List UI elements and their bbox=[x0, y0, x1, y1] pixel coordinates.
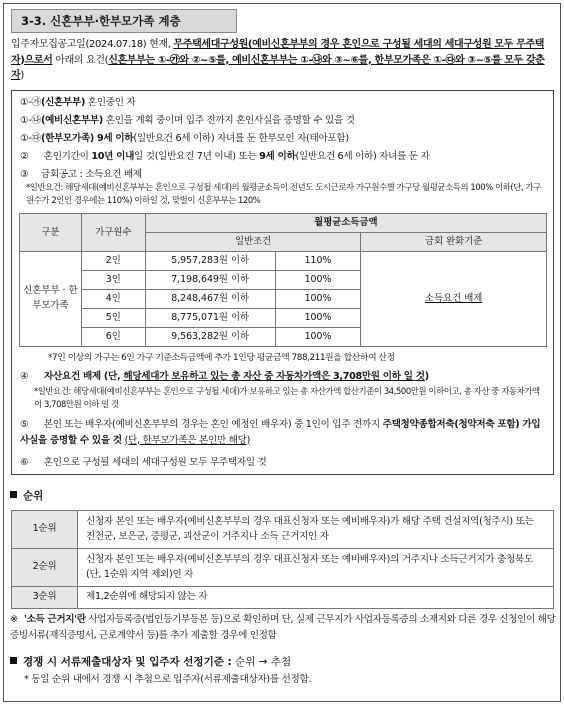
criterion-label: (신혼부부) bbox=[41, 97, 86, 108]
criterion-text: 일 것(일반요건 7년 이내) 또는 bbox=[134, 151, 260, 162]
header-members: 가구원수 bbox=[81, 214, 145, 252]
pct-cell: 100% bbox=[275, 290, 361, 309]
header-relax: 금회 완화기준 bbox=[361, 233, 547, 252]
asset-note: *일반요건: 해당세대(예비신혼부부는 혼인으로 구성될 세대)가 보유하고 있는 총 자산가액 합산기준이 34,500만원 이하이고, 총 자산 중 자동차가액이 3,708만원 이하 일 것 bbox=[34, 386, 540, 410]
criterion-label: 금회공고 : bbox=[41, 169, 86, 180]
pct-cell: 100% bbox=[275, 271, 361, 290]
footnote-term: '소득 근거지'란 bbox=[24, 614, 86, 625]
criterion-mark: ①-㉰ bbox=[20, 133, 41, 144]
header-group: 구분 bbox=[20, 214, 82, 252]
criterion-label: (예비신혼부부) bbox=[41, 115, 103, 126]
criterion-5 bbox=[20, 417, 548, 448]
criterion-text: (일반요건 6세 이하) 자녀를 둔 자 bbox=[295, 151, 430, 162]
intro-household: 무주택세대구성원(예비신혼부부의 경우 혼인으로 구성될 세대의 세대구성원 모두 무주택자)으로서 bbox=[11, 39, 545, 66]
relax-cell bbox=[361, 252, 547, 347]
selection-note: * 동일 순위 내에서 경쟁 시 추첨으로 입주자(서류제출대상자)를 선정함. bbox=[24, 674, 312, 685]
header-income: 월평균소득금액 bbox=[145, 214, 546, 233]
selection-label: 경쟁 시 서류제출대상자 및 입주자 선정기준 : bbox=[23, 656, 232, 668]
rank-desc: 신청자 본인 또는 배우자(예비신혼부부의 경우 대표신청자 또는 예비배우자)의 거주지나 소득근거지가 충청북도(단, 1순위 지역 제외)인 자 bbox=[78, 549, 554, 587]
rank-desc: 신청자 본인 또는 배우자(예비신혼부부의 경우 대표신청자 또는 예비배우자)가 해당 주택 건설지역(청주시) 또는 진천군, 보은군, 증평군, 괴산군이 거주지나 소득 근거지인 자 bbox=[78, 511, 554, 549]
rank-desc: 제1,2순위에 해당되지 않는 자 bbox=[78, 587, 554, 609]
criterion-3 bbox=[20, 168, 142, 182]
header-general: 일반조건 bbox=[145, 233, 361, 252]
criterion-mark: ③ bbox=[20, 169, 29, 180]
criterion-mark: ①-㉯ bbox=[20, 115, 41, 126]
rank-cell: 1순위 bbox=[12, 511, 78, 549]
rank-cell: 2순위 bbox=[12, 549, 78, 587]
criterion-1a bbox=[20, 96, 135, 110]
criterion-1c bbox=[20, 132, 349, 146]
amount-cell: 8,248,467원 이하 bbox=[145, 290, 275, 309]
income-note: *일반요건: 해당세대(예비신혼부부는 혼인으로 구성될 세대)의 월평균소득이 전년도 도시근로자 가구원수별 가구당 월평균소득의 100% 이하(단, 가구원수가 2인인 경우에는 110%) 이하일 것, 맞벌이 신혼부부는 120% bbox=[26, 182, 541, 206]
intro-date: 입주자모집공고일(2024.07.18) 현재, bbox=[11, 39, 174, 50]
criterion-highlight: 9세 이하 bbox=[259, 151, 296, 162]
criterion-highlight: 10년 이내 bbox=[91, 151, 135, 162]
rank-section-heading bbox=[10, 489, 43, 504]
criterion-2 bbox=[20, 150, 430, 164]
rank-table bbox=[11, 510, 554, 609]
criterion-text: (일반요건 6세 이하) 자녀를 둔 한부모인 자(태아포함) bbox=[133, 133, 349, 144]
pct-cell: 110% bbox=[275, 252, 361, 271]
pct-cell: 100% bbox=[275, 328, 361, 347]
rank-section-title: 순위 bbox=[23, 490, 44, 502]
square-bullet-icon bbox=[10, 491, 17, 498]
table-row bbox=[12, 549, 554, 587]
section-title: 3-3. 신혼부부·한부모가족 계층 bbox=[11, 9, 237, 33]
amount-cell: 5,957,283원 이하 bbox=[145, 252, 275, 271]
members-cell: 5인 bbox=[81, 309, 145, 328]
intro-requirements: 신혼부부는 ①-㉮와 ②~⑤를, 예비신혼부부는 ①-㉯와 ③~⑥를, 한부모가족은 ①-㉰와 ③~⑤를 모두 갖춘 자 bbox=[11, 54, 545, 81]
table-row bbox=[12, 511, 554, 549]
selection-value: 순위 → 추첨 bbox=[231, 656, 292, 668]
criterion-label: (한부모가족) 9세 이하 bbox=[41, 133, 134, 144]
members-cell: 3인 bbox=[81, 271, 145, 290]
criterion-text: 혼인으로 구성될 세대의 세대구성원 모두 무주택자일 것 bbox=[41, 457, 267, 468]
criterion-mark: ④ bbox=[20, 371, 29, 382]
criterion-6 bbox=[20, 456, 267, 470]
amount-cell: 8,775,071원 이하 bbox=[145, 309, 275, 328]
criterion-label: 자산요건 배제 (단, bbox=[41, 371, 124, 382]
criterion-text: 본인 또는 배우자(예비신혼부부의 경우는 혼인 예정인 배우자) 중 1인이 입주 전까지 bbox=[41, 419, 383, 430]
eligibility-intro bbox=[11, 37, 554, 84]
amount-cell: 9,563,282원 이하 bbox=[145, 328, 275, 347]
rank-cell: 3순위 bbox=[12, 587, 78, 609]
criterion-exception: (단, 한부모가족은 본인만 해당) bbox=[124, 434, 251, 446]
income-basis-footnote bbox=[10, 612, 556, 644]
criterion-4 bbox=[20, 370, 429, 384]
income-table bbox=[19, 213, 547, 347]
intro-connector: 아래의 요건( bbox=[52, 54, 109, 66]
footnote-text: 사업자등록증(법인등기부등본 등)으로 확인하며 단, 실제 근무지가 사업자등록증의 소재지와 다른 경우 신청인이 해당 증빙서류(재직증명서, 근로계약서 등)를 추가 제출할 경우에 인정함 bbox=[10, 614, 556, 641]
selection-heading bbox=[10, 655, 291, 670]
criterion-highlight: 주택청약종합저축(청약저축 포함) 가입사실을 증명할 수 있을 것 bbox=[20, 419, 541, 446]
criterion-text: 혼인중인 자 bbox=[85, 97, 136, 108]
square-bullet-icon bbox=[10, 657, 17, 664]
table-row bbox=[20, 252, 547, 271]
members-cell: 4인 bbox=[81, 290, 145, 309]
members-cell: 2인 bbox=[81, 252, 145, 271]
criterion-mark: ⑤ bbox=[20, 419, 29, 430]
members-cell: 6인 bbox=[81, 328, 145, 347]
criterion-1b bbox=[20, 114, 355, 128]
pct-cell: 100% bbox=[275, 309, 361, 328]
criterion-text: 혼인기간이 bbox=[41, 151, 92, 162]
criterion-highlight: 해당세대가 보유하고 있는 총 자산 중 자동차가액은 3,708만원 이하 일 것 bbox=[123, 371, 425, 382]
criterion-text: 소득요건 배제 bbox=[85, 169, 142, 180]
reference-mark: ※ bbox=[10, 614, 18, 625]
criterion-text: 혼인을 계획 중이며 입주 전까지 혼인사실을 증명할 수 있을 것 bbox=[102, 115, 355, 126]
amount-cell: 7,198,649원 이하 bbox=[145, 271, 275, 290]
criterion-mark: ② bbox=[20, 151, 29, 162]
extra-member-note: *7인 이상의 가구는 6인 가구 기준소득금액에 추가 1인당 평균금액 788,211원을 합산하여 산정 bbox=[48, 353, 395, 363]
criterion-label: ) bbox=[424, 371, 429, 382]
group-cell: 신혼부부 · 한부모가족 bbox=[20, 252, 82, 347]
intro-close: ) bbox=[20, 70, 24, 81]
criterion-mark: ①-㉮ bbox=[20, 97, 41, 108]
relax-text: 소득요건 배제 bbox=[425, 293, 483, 305]
criterion-mark: ⑥ bbox=[20, 457, 29, 468]
table-row bbox=[12, 587, 554, 609]
